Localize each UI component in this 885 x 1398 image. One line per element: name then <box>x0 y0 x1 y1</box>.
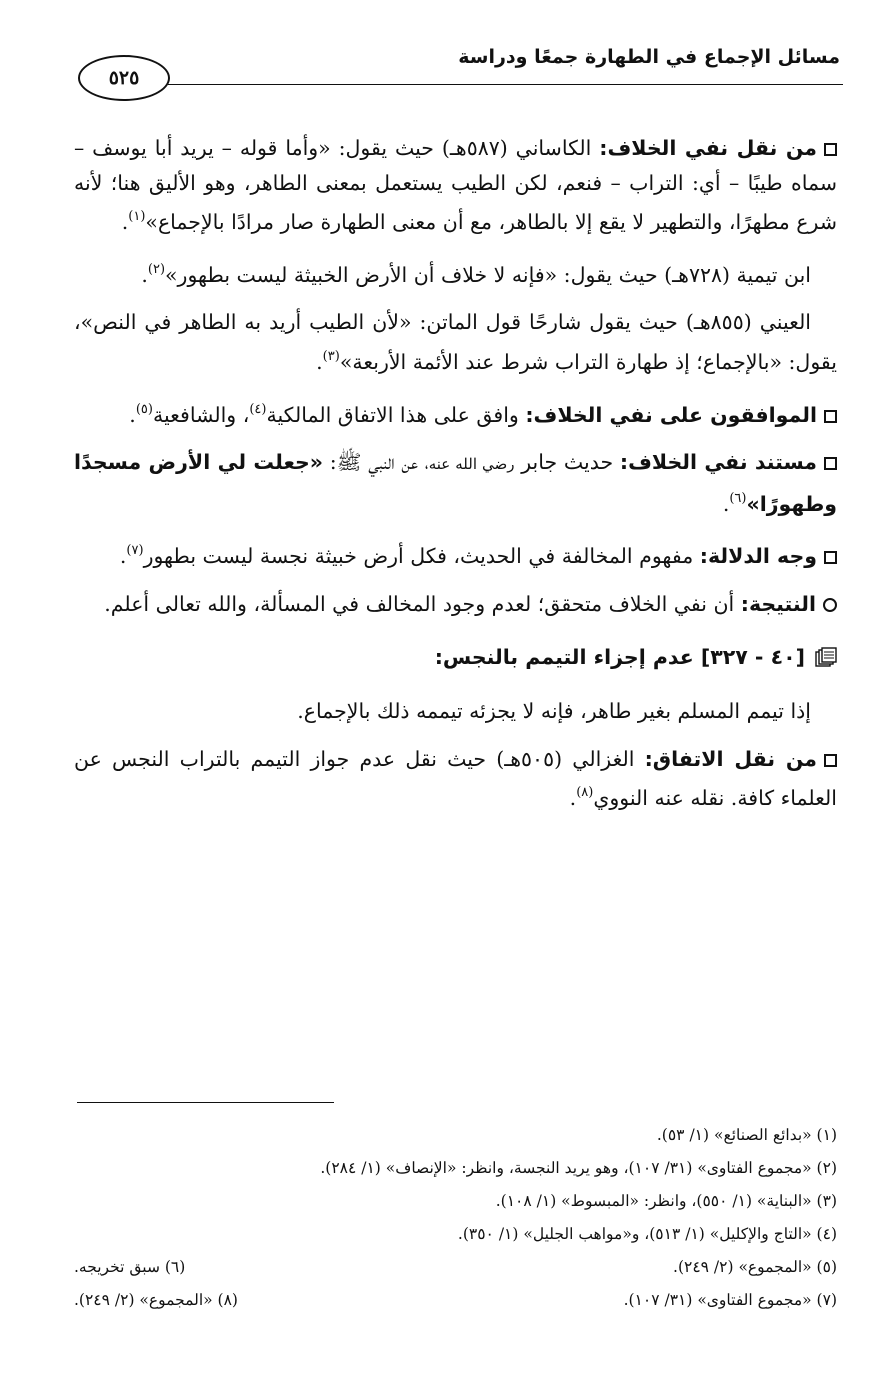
paragraph-ittifaq <box>74 742 837 816</box>
running-head-title: مسائل الإجماع في الطهارة جمعًا ودراسة <box>458 46 840 68</box>
header-rule <box>168 84 843 85</box>
paragraph-result <box>74 587 837 622</box>
footnote-row <box>74 1283 837 1316</box>
paragraph-text: مفهوم المخالفة في الحديث، فكل أرض خبيثة نجسة ليست بطهور <box>143 544 700 569</box>
square-bullet-icon <box>824 410 837 423</box>
paragraph-lead: وجه الدلالة: <box>699 544 817 569</box>
square-bullet-icon <box>824 551 837 564</box>
paragraph-text: وافق على هذا الاتفاق المالكية <box>266 402 526 427</box>
page-number: ٥٢٥ <box>108 67 140 89</box>
paragraph-end: . <box>141 262 148 287</box>
footnote-2: (٢) «مجموع الفتاوى» (٣١/ ١٠٧)، وهو يريد النجسة، وانظر: «الإنصاف» (١/ ٢٨٤). <box>320 1158 837 1177</box>
paragraph-text: : <box>323 450 337 475</box>
footnote-separator <box>77 1102 334 1103</box>
paragraph-text: ، عن النبي <box>361 450 429 475</box>
footnote-8: (٨) «المجموع» (٢/ ٢٤٩). <box>74 1290 238 1309</box>
footnote-3: (٣) «البناية» (١/ ٥٥٠)، وانظر: «المبسوط» (١/ ١٠٨). <box>495 1191 837 1210</box>
paragraph-text: إذا تيمم المسلم بغير طاهر، فإنه لا يجزئه تيممه ذلك بالإجماع. <box>297 699 811 724</box>
square-bullet-icon <box>824 754 837 767</box>
paragraph-ibn-taymiyya <box>74 253 837 293</box>
paragraph-text: ، والشافعية <box>152 402 250 427</box>
paragraph-lead: الموافقون على نفي الخلاف: <box>525 402 817 427</box>
paragraph-khilaf-kasani <box>74 131 837 240</box>
honorific-salawat: ﷺ <box>336 450 362 475</box>
footnote-row <box>74 1151 837 1184</box>
footnotes <box>74 1118 837 1316</box>
footnote-row <box>74 1250 837 1283</box>
hadith-quote: «جعلت لي الأرض مسجدًا وطهورًا» <box>74 450 837 516</box>
footnote-ref-1[interactable]: (١) <box>128 209 146 225</box>
section-heading <box>74 640 837 678</box>
paragraph-lead: مستند نفي الخلاف: <box>619 450 817 475</box>
footnote-5: (٥) «المجموع» (٢/ ٢٤٩). <box>673 1257 837 1276</box>
paragraph-lead: من نقل الاتفاق: <box>644 746 817 771</box>
footnote-ref-6[interactable]: (٦) <box>729 490 747 506</box>
stacked-pages-icon <box>815 643 837 678</box>
paragraph-end: . <box>119 544 127 569</box>
paragraph-ruling <box>74 694 837 729</box>
paragraph-end: . <box>722 491 730 516</box>
paragraph-ayni <box>74 305 837 379</box>
footnote-1: (١) «بدائع الصنائع» (١/ ٥٣). <box>656 1125 837 1144</box>
paragraph-text: الكاساني (٥٨٧هـ) حيث يقول: «وأما قوله – يريد أبا يوسف – سماه طيبًا – أي: التراب – فنعم، لكن الطيب يستعمل بمعنى الطاهر، وهو الأليق هنا؛ لأنه شرع مطهرًا، والتطهير لا يقع إلا بالطاهر، مع أن معنى الطهارة صار مرادًا بالإجماع» <box>74 136 837 235</box>
paragraph-evidence <box>74 445 837 521</box>
circle-bullet-icon <box>823 598 837 612</box>
paragraph-end: . <box>316 349 323 374</box>
footnote-row <box>74 1217 837 1250</box>
paragraph-end: . <box>569 786 577 811</box>
footnote-4: (٤) «التاج والإكليل» (١/ ٥١٣)، و«مواهب الجليل» (١/ ٣٥٠). <box>457 1224 837 1243</box>
footnote-ref-3[interactable]: (٣) <box>322 348 340 364</box>
section-heading-text: [٤٠ - ٣٢٧] عدم إجزاء التيمم بالنجس: <box>434 644 805 669</box>
main-text <box>74 131 837 829</box>
square-bullet-icon <box>824 143 837 156</box>
footnote-row <box>74 1184 837 1217</box>
paragraph-end: . <box>129 402 136 427</box>
footnote-ref-5[interactable]: (٥) <box>135 401 153 417</box>
footnote-ref-8[interactable]: (٨) <box>576 785 594 801</box>
paragraph-text: العيني (٨٥٥هـ) حيث يقول شارحًا قول الماتن: «لأن الطيب أريد به الطاهر في النص»، يقول: «بالإجماع؛ إذ طهارة التراب شرط عند الأئمة الأربعة» <box>74 310 837 374</box>
paragraph-lead: النتيجة: <box>740 591 816 616</box>
paragraph-indication <box>74 534 837 574</box>
footnote-row <box>74 1118 837 1151</box>
footnote-7: (٧) «مجموع الفتاوى» (٣١/ ١٠٧). <box>623 1290 837 1309</box>
paragraph-end: . <box>121 210 129 235</box>
footnote-ref-2[interactable]: (٢) <box>147 261 166 277</box>
paragraph-text: أن نفي الخلاف متحقق؛ لعدم وجود المخالف في المسألة، والله تعالى أعلم. <box>104 591 741 616</box>
footnote-ref-7[interactable]: (٧) <box>126 543 144 559</box>
page-number-badge <box>78 55 170 101</box>
footnote-ref-4[interactable]: (٤) <box>249 401 267 417</box>
footnote-6: (٦) سبق تخريجه. <box>74 1257 186 1276</box>
paragraph-text: ابن تيمية (٧٢٨هـ) حيث يقول: «فإنه لا خلاف أن الأرض الخبيثة ليست بطهور» <box>165 262 811 287</box>
square-bullet-icon <box>824 457 837 470</box>
paragraph-text: حديث جابر <box>514 450 620 475</box>
paragraph-lead: من نقل نفي الخلاف: <box>599 136 817 160</box>
honorific-radiallahu: رضي الله عنه <box>428 455 515 474</box>
paragraph-agreeing <box>74 393 837 433</box>
paragraph-text: الغزالي (٥٠٥هـ) حيث نقل عدم جواز التيمم بالتراب النجس عن العلماء كافة. نقله عنه النووي <box>74 746 837 811</box>
